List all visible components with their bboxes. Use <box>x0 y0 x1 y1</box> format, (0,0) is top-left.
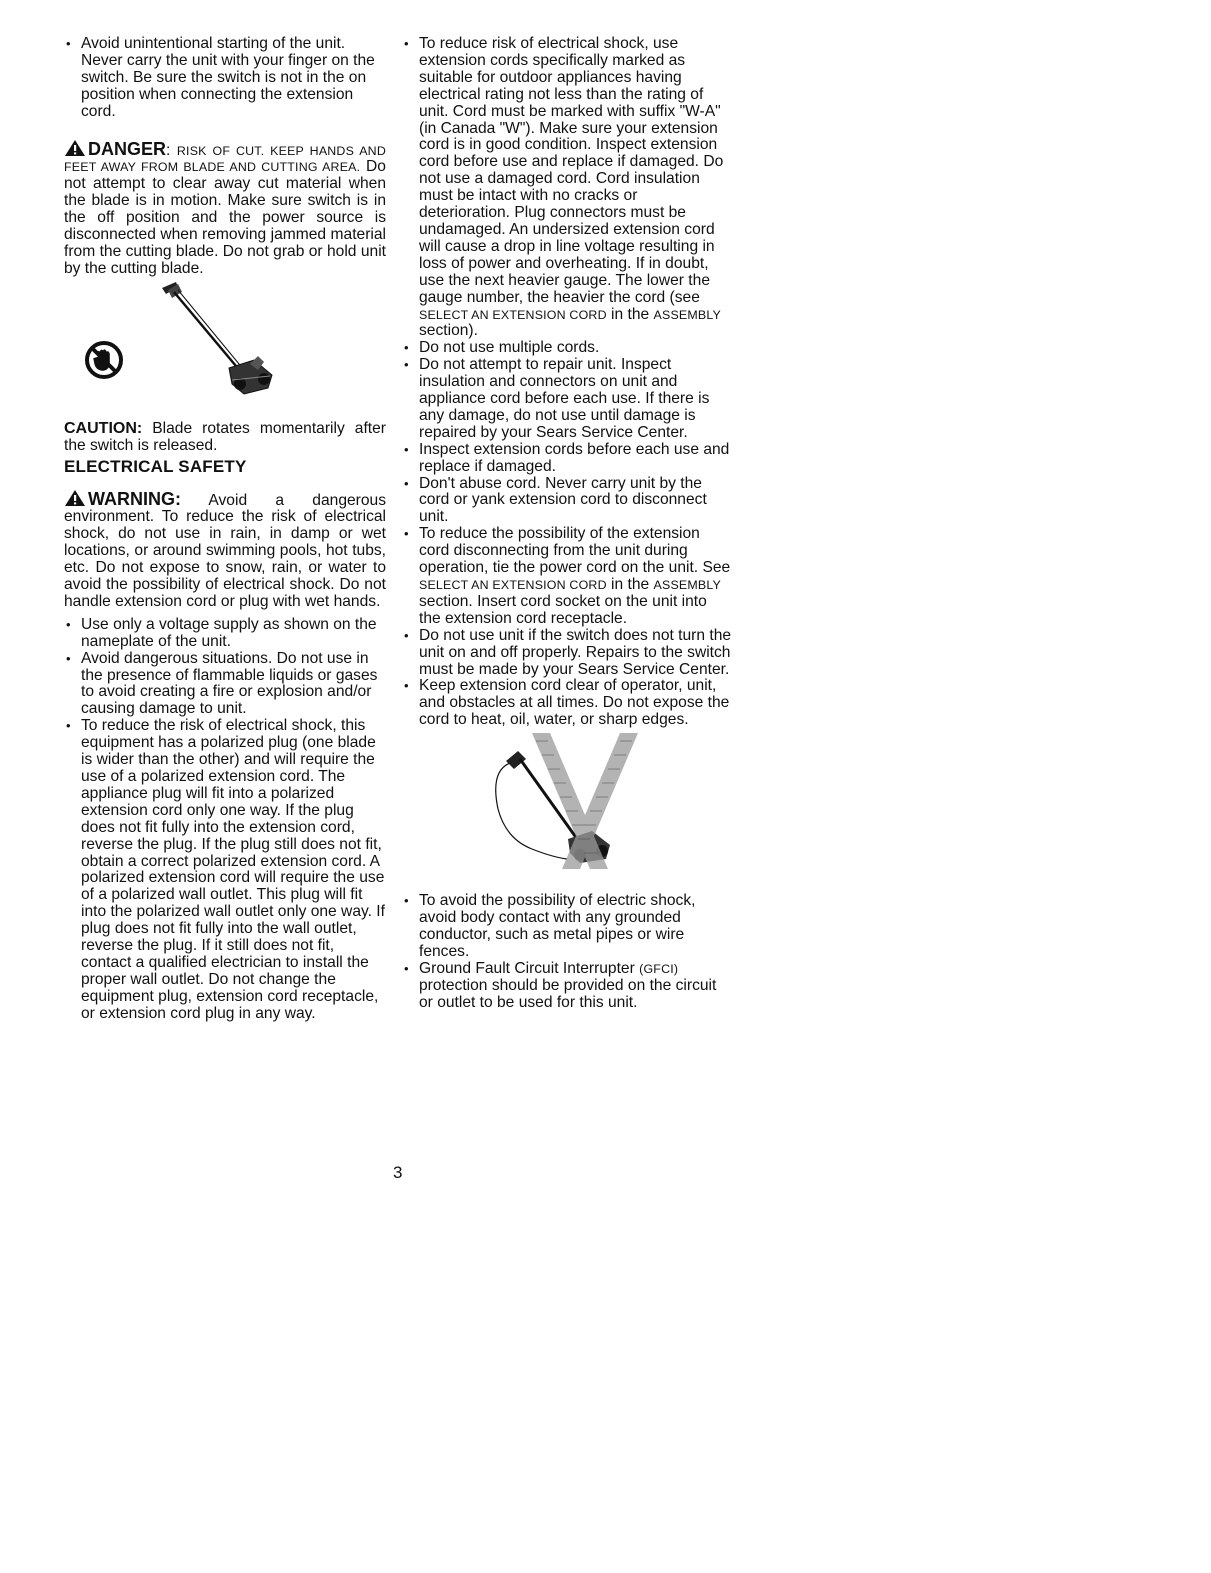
list-item-text: section). <box>419 322 478 340</box>
list-item: • Use only a voltage supply as shown on the nameplate of the unit. <box>64 617 386 651</box>
list-item-text: in the <box>606 305 654 323</box>
list-item-text: To reduce risk of electrical shock, use extension cords specifically marked as suitable for outdoor appliances having electrical rating not less than the rating of unit. Cord must be marked with suffix "W-A" (in Canada "W"). Make sure your extension cord is in good condition. Inspect extension cord before use and replace if damaged. Do not use a damaged cord. Cord insulation must be intact with no cracks or deterioration. Plug connectors must be undamaged. An undersized extension cord will cause a drop in line voltage resulting in loss of power and overheating. If in doubt, use the next heavier gauge. The lower the gauge number, the heavier the cord (see <box>419 35 724 306</box>
shock-prevention-list <box>402 893 732 1011</box>
caution-body: Blade rotates momentarily after the switch is released. <box>64 419 386 454</box>
list-item-text: To reduce the possibility of the extension cord disconnecting from the unit during operation, tie the power cord on the unit. See <box>419 525 731 577</box>
list-item-caps: (GFCI) <box>639 961 679 976</box>
list-item-text: protection should be provided on the circuit or outlet to be used for this unit. <box>419 976 717 1011</box>
list-item: • Do not use multiple cords. <box>402 340 732 357</box>
caution-label: CAUTION: <box>64 419 143 437</box>
intro-list <box>64 36 386 121</box>
list-item <box>402 961 732 1012</box>
list-item: • Avoid unintentional starting of the unit. Never carry the unit with your finger on the switch. Be sure the switch is not in the on position when connecting the extension cord. <box>64 36 386 121</box>
section-title: ELECTRICAL SAFETY <box>64 456 247 476</box>
danger-caps-text: RISK OF CUT. KEEP HANDS AND FEET AWAY FROM BLADE AND CUTTING AREA. <box>64 143 386 175</box>
list-item: • To reduce the risk of electrical shock, this equipment has a polarized plug (one blade is wider than the other) and will require the use of a polarized extension cord. The appliance plug will fit into a polarized extension cord only one way. If the plug does not fit fully into the extension cord, reverse the plug. If the plug still does not fit, obtain a correct polarized extension cord. A polarized extension cord will require the use of a polarized wall outlet. This plug will fit into the polarized wall outlet only one way. If plug does not fit fully into the wall outlet, reverse the plug. If it still does not fit, contact a qualified electrician to install the proper wall outlet. Do not change the equipment plug, extension cord receptacle, or extension cord plug in any way. <box>64 718 386 1022</box>
list-item: • Avoid dangerous situations. Do not use in the presence of flammable liquids or gases to avoid creating a fire or explosion and/or causing damage to unit. <box>64 651 386 719</box>
list-item-text: section. Insert cord socket on the unit into the extension cord receptacle. <box>419 592 707 627</box>
list-item-caps: ASSEMBLY <box>653 307 722 322</box>
danger-colon: : <box>166 141 177 159</box>
list-item: • Keep extension cord clear of operator, unit, and obstacles at all times. Do not expose the cord to heat, oil, water, or sharp edges. <box>402 678 732 729</box>
list-item: • Inspect extension cords before each use and replace if damaged. <box>402 442 732 476</box>
page-number: 3 <box>393 1163 403 1182</box>
list-item: • Do not use unit if the switch does not turn the unit on and off properly. Repairs to the switch must be made by your Sears Service Center. <box>402 628 732 679</box>
cord-figure <box>402 731 732 881</box>
extension-cord-list <box>402 36 732 729</box>
edger-figure <box>64 280 386 415</box>
list-item: • Do not attempt to repair unit. Inspect insulation and connectors on unit and appliance cord before each use. If there is any damage, do not use until damage is repaired by your Sears Service Center. <box>402 357 732 442</box>
list-item-caps: ASSEMBLY <box>653 578 722 592</box>
electrical-safety-list <box>64 617 386 1023</box>
list-item-text: Ground Fault Circuit Interrupter <box>419 959 640 977</box>
warning-triangle-icon <box>64 489 86 507</box>
list-item: • Don't abuse cord. Never carry unit by the cord or yank extension cord to disconnect unit. <box>402 476 732 527</box>
danger-body: Do not attempt to clear away cut material when the blade is in motion. Make sure switch is in the off position and the power source is disconnected when removing jammed material from the cutting blade. Do not grab or hold unit by the cutting blade. <box>64 158 386 277</box>
list-item <box>402 36 732 340</box>
edger-with-cord-crossed-out-illustration <box>402 731 732 881</box>
warning-paragraph <box>64 489 386 611</box>
warning-label: WARNING: <box>88 488 181 509</box>
list-item-caps: SELECT AN EXTENSION CORD <box>419 578 607 592</box>
caution-paragraph <box>64 421 386 455</box>
list-item-text: in the <box>606 576 654 593</box>
list-item-caps: SELECT AN EXTENSION CORD <box>419 307 607 322</box>
danger-paragraph <box>64 139 386 278</box>
no-hands-prohibition-icon <box>84 340 124 380</box>
list-item <box>402 526 732 627</box>
warning-triangle-icon <box>64 139 86 157</box>
list-item: • To avoid the possibility of electric shock, avoid body contact with any grounded conductor, such as metal pipes or wire fences. <box>402 893 732 961</box>
left-column <box>64 36 386 1023</box>
danger-label: DANGER <box>88 138 167 159</box>
warning-body: Avoid a dangerous environment. To reduce the risk of electrical shock, do not use in rain, in damp or wet locations, or around swimming pools, hot tubs, etc. Do not expose to snow, rain, or water to avoid the possibility of electrical shock. Do not handle extension cord or plug with wet hands. <box>64 491 386 610</box>
right-column <box>402 36 732 1012</box>
